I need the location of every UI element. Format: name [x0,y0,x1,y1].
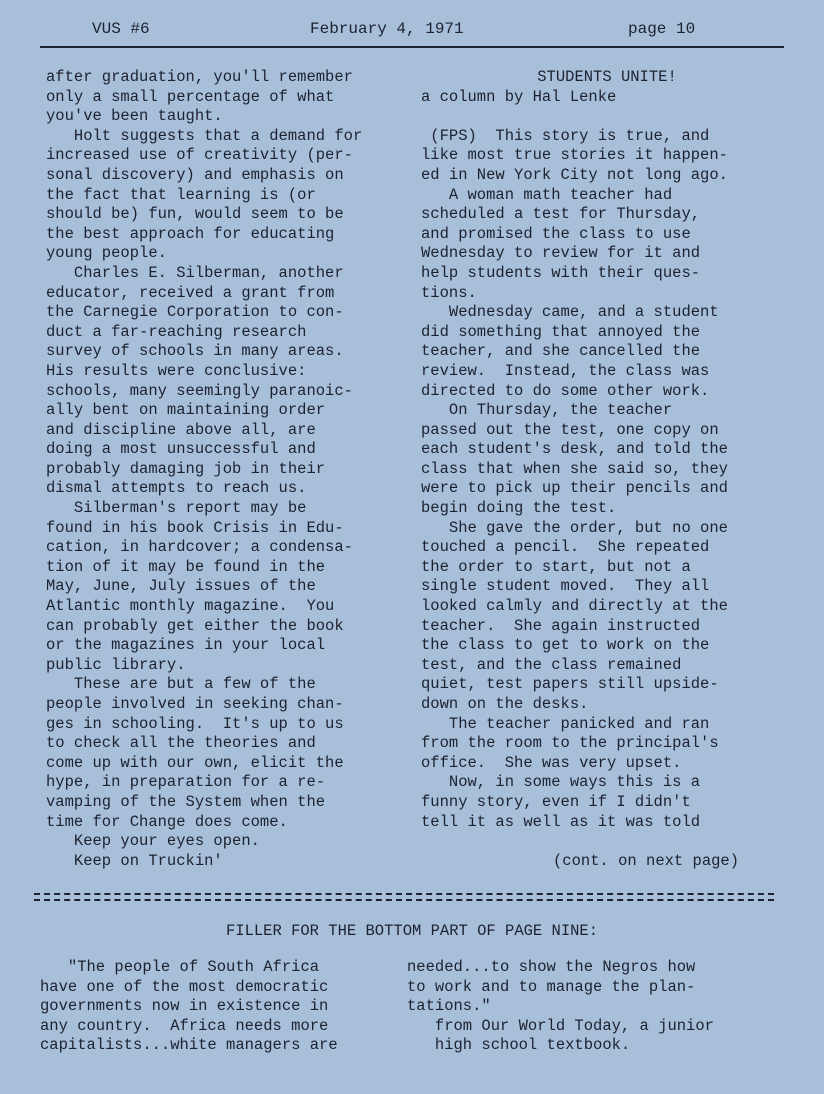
text-line: or the magazines in your local [46,636,326,655]
text-line: increased use of creativity (per- [46,146,353,165]
text-line: "The people of South Africa [40,958,320,976]
text-line: review. Instead, the class was [421,361,710,380]
text-line: Wednesday to review for it and [421,244,701,263]
text-line: young people. [46,244,167,263]
issue-date: February 4, 1971 [310,20,464,38]
text-line: dismal attempts to reach us. [46,479,307,498]
text-line: May, June, July issues of the [46,577,316,596]
text-line: time for Change does come. [46,812,288,831]
text-line: ed in New York City not long ago. [421,165,728,184]
text-line: Keep on Truckin' [46,851,223,870]
text-line: Keep your eyes open. [46,832,260,851]
text-line: These are but a few of the [46,675,316,694]
text-line: to check all the theories and [46,734,316,753]
text-line: should be) fun, would seem to be [46,205,344,224]
text-line: tions. [421,283,477,302]
text-line: like most true stories it happen- [421,146,728,165]
text-line: any country. Africa needs more [40,1016,329,1035]
text-line: you've been taught. [46,107,223,126]
text-line: scheduled a test for Thursday, [421,205,701,224]
text-line: cation, in hardcover; a condensa- [46,538,353,557]
section-divider [34,893,774,895]
spacer [421,832,793,852]
text-line: Silberman's report may be [46,499,307,518]
text-line: the class to get to work on the [421,636,710,655]
text-line: She gave the order, but no one [421,518,728,537]
text-line: The teacher panicked and ran [421,714,710,733]
text-line: capitalists...white managers are [40,1036,338,1055]
text-line: come up with our own, elicit the [46,753,344,772]
text-line: did something that annoyed the [421,322,701,341]
text-line: Wednesday came, and a student [421,303,719,322]
text-line: from Our World Today, a junior [407,1016,714,1035]
text-line: (FPS) This story is true, and [421,126,710,145]
text-line: only a small percentage of what [46,87,335,106]
text-line: schools, many seemingly paranoic- [46,381,353,400]
text-line: survey of schools in many areas. [46,342,344,361]
text-line: ges in schooling. It's up to us [46,714,344,733]
text-line: duct a far-reaching research [46,322,307,341]
text-line: and promised the class to use [421,224,691,243]
page-number: page 10 [628,20,696,38]
text-line: to work and to manage the plan- [407,977,696,996]
text-line: from the room to the principal's [421,734,719,753]
right-column [421,68,793,871]
text-line: probably damaging job in their [46,459,326,478]
issue-number: VUS #6 [92,20,150,38]
text-line: after graduation, you'll remember [46,68,353,86]
text-line: sonal discovery) and emphasis on [46,165,344,184]
text-line: help students with their ques- [421,263,701,282]
text-line: the order to start, but not a [421,557,691,576]
text-line: On Thursday, the teacher [421,401,673,420]
spacer [421,107,793,127]
text-line: each student's desk, and told the [421,440,728,459]
text-line: and discipline above all, are [46,420,316,439]
text-line: governments now in existence in [40,997,329,1016]
continued-note: (cont. on next page) [553,851,740,870]
page-header [0,20,824,44]
text-line: funny story, even if I didn't [421,792,691,811]
text-line: were to pick up their pencils and [421,479,728,498]
text-line: needed...to show the Negros how [407,958,696,976]
text-line: Holt suggests that a demand for [46,126,363,145]
text-line: test, and the class remained [421,655,682,674]
text-line: Charles E. Silberman, another [46,263,344,282]
text-line: A woman math teacher had [421,185,673,204]
text-line: tations." [407,997,491,1016]
text-line: have one of the most democratic [40,977,329,996]
text-line: touched a pencil. She repeated [421,538,710,557]
article-title: STUDENTS UNITE! [537,68,677,86]
text-line: office. She was very upset. [421,753,682,772]
text-line: looked calmly and directly at the [421,597,728,616]
left-column [46,68,406,871]
text-line: tell it as well as it was told [421,812,701,831]
text-line: high school textbook. [407,1036,631,1055]
text-line: directed to do some other work. [421,381,710,400]
filler-right-column [407,958,787,1056]
text-line: ally bent on maintaining order [46,401,326,420]
text-line: found in his book Crisis in Edu- [46,518,344,537]
filler-left-column [40,958,390,1056]
text-line: can probably get either the book [46,616,344,635]
text-line: class that when she said so, they [421,459,728,478]
text-line: educator, received a grant from [46,283,335,302]
text-line: His results were conclusive: [46,361,307,380]
text-line: begin doing the test. [421,499,617,518]
text-line: down on the desks. [421,695,589,713]
article-byline: a column by Hal Lenke [421,87,617,106]
text-line: Atlantic monthly magazine. You [46,597,335,616]
text-line: passed out the test, one copy on [421,420,719,439]
text-line: doing a most unsuccessful and [46,440,316,459]
text-line: single student moved. They all [421,577,710,596]
text-line: teacher, and she cancelled the [421,342,701,361]
text-line: vamping of the System when the [46,792,326,811]
header-rule [40,46,784,48]
text-line: the Carnegie Corporation to con- [46,303,344,322]
text-line: hype, in preparation for a re- [46,773,326,792]
text-line: people involved in seeking chan- [46,695,344,713]
section-divider [34,899,774,901]
text-line: public library. [46,655,186,674]
text-line: Now, in some ways this is a [421,773,701,792]
text-line: the best approach for educating [46,224,335,243]
text-line: the fact that learning is (or [46,185,316,204]
filler-title: FILLER FOR THE BOTTOM PART OF PAGE NINE: [225,922,599,940]
text-line: tion of it may be found in the [46,557,326,576]
text-line: quiet, test papers still upside- [421,675,719,694]
text-line: teacher. She again instructed [421,616,701,635]
